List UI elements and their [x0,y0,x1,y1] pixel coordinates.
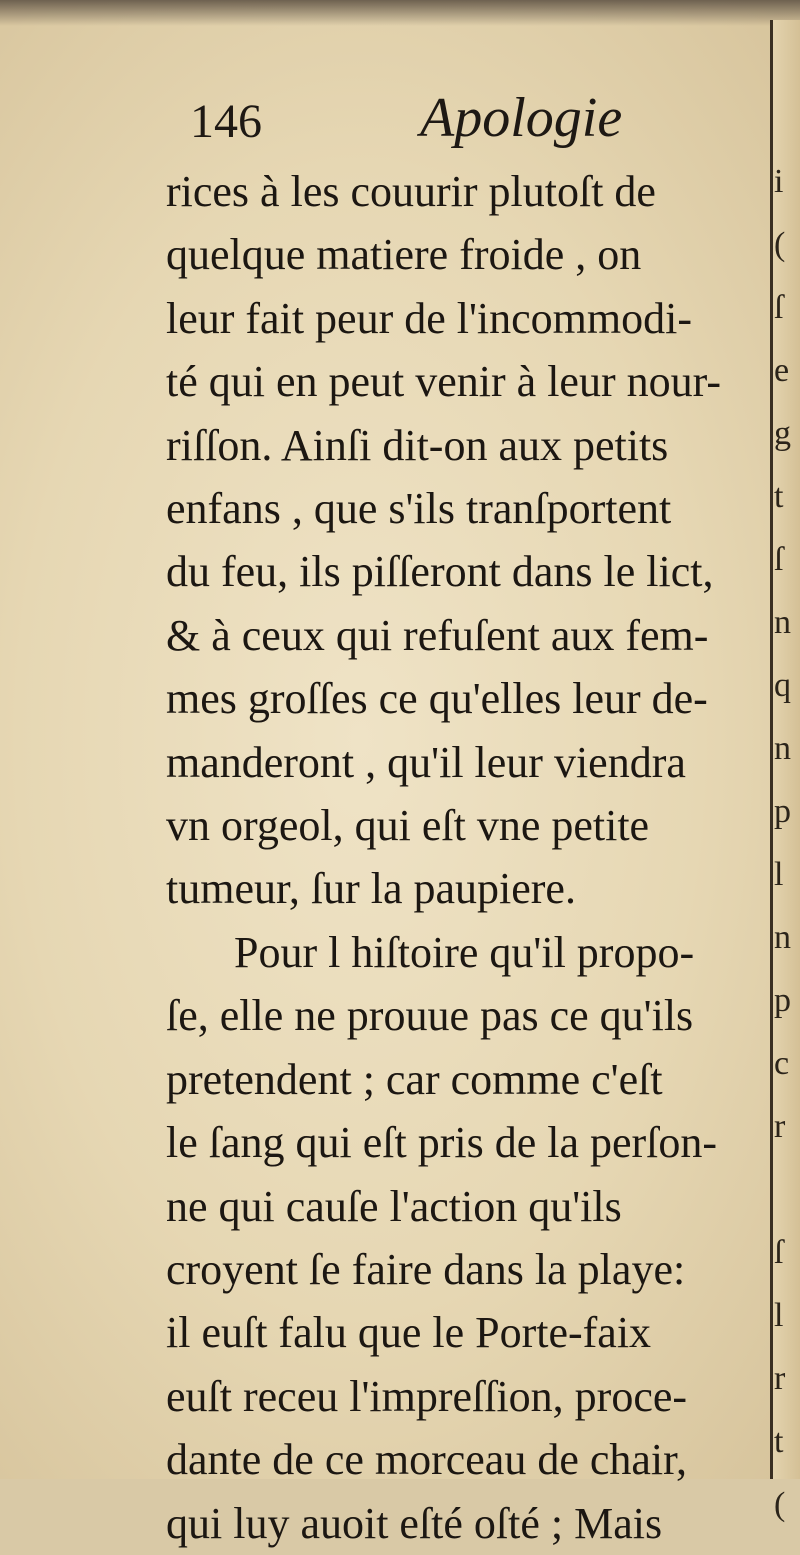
facing-page-edge-text: i ( ſ e g t ſ n q n p l n p c r ſ l r t ( [774,163,791,1523]
text-line: croyent ſe faire dans la playe: [166,1244,686,1294]
text-line: le ſang qui eſt pris de la perſon- [166,1118,718,1168]
text-line: euſt receu l'impreſſion, proce- [166,1371,688,1421]
text-line: ne qui cauſe l'action qu'ils [166,1181,622,1231]
text-line: tumeur, ſur la paupiere. [166,864,576,914]
text-line: il euſt falu que le Porte-faix [166,1308,652,1358]
text-line: dante de ce morceau de chair, [166,1435,688,1485]
text-line: manderont , qu'il leur viendra [166,737,686,787]
text-line: vn orgeol, qui eſt vne petite [166,801,650,851]
text-line: té qui en peut venir à leur nour- [166,357,722,407]
page-top-shadow [0,0,800,26]
text-line: Pour l hiſtoire qu'il propo- [234,927,695,977]
text-line: & à ceux qui refuſent aux fem- [166,610,709,660]
text-line: mes groſſes ce qu'elles leur de- [166,674,708,724]
text-line: ſe, elle ne prouue pas ce qu'ils [166,991,694,1041]
text-line: pretendent ; car comme c'eſt [166,1054,663,1104]
text-line: quelque matiere froide , on [166,230,642,280]
text-line: enfans , que s'ils tranſportent [166,484,672,534]
running-head [190,86,670,156]
running-head-title: Apologie [420,87,623,149]
text-line: riſſon. Ainſi dit-on aux petits [166,420,669,470]
page-number: 146 [190,95,262,148]
text-line: rices à les couurir plutoſt de [166,167,656,216]
body-text [166,160,770,1555]
text-line: du feu, ils piſſeront dans le lict, [166,547,714,597]
text-line: leur fait peur de l'incommodi- [166,293,692,343]
text-line: qui luy auoit eſté oſté ; Mais [166,1498,663,1548]
